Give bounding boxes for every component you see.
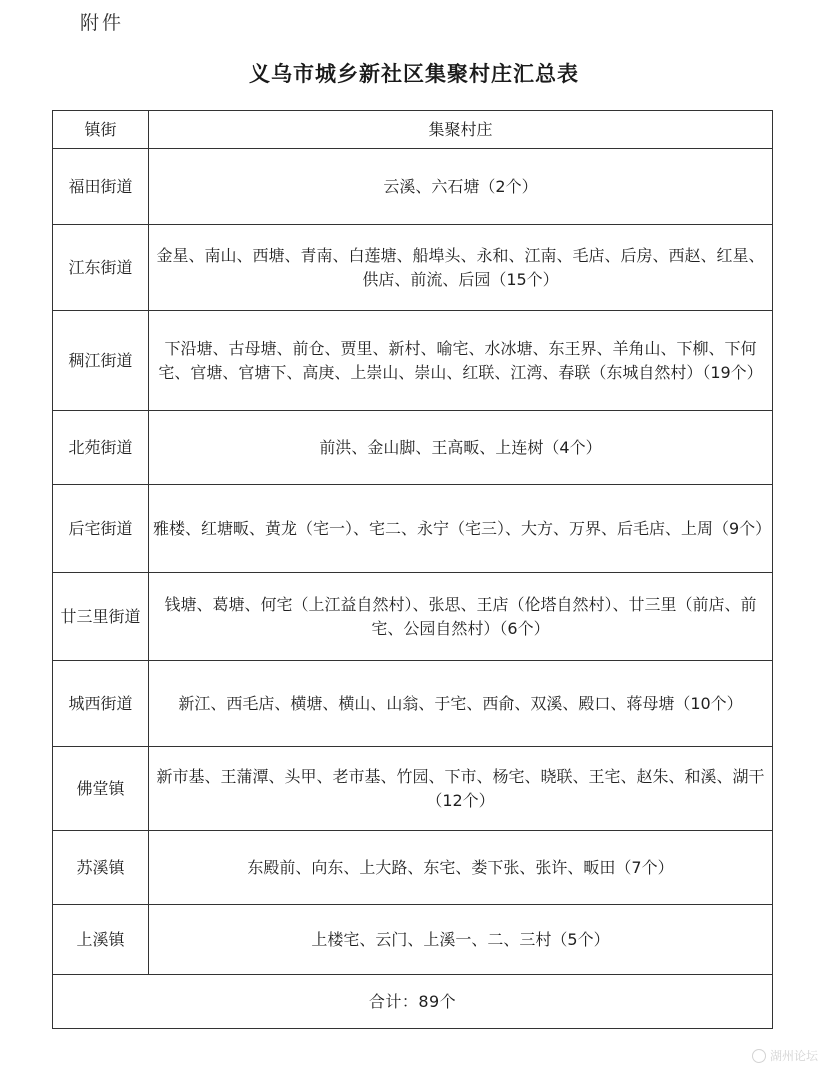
- villages-cell: 金星、南山、西塘、青南、白莲塘、船埠头、永和、江南、毛店、后房、西赵、红星、供店、前流、后园（15个）: [149, 225, 773, 311]
- villages-cell: 雅楼、红塘畈、黄龙（宅一）、宅二、永宁（宅三）、大方、万界、后毛店、上周（9个）: [149, 485, 773, 573]
- table-row: [53, 747, 773, 831]
- town-cell: 上溪镇: [53, 905, 149, 975]
- table-row: [53, 831, 773, 905]
- table-row: [53, 905, 773, 975]
- total-cell: 合计：89个: [53, 975, 773, 1029]
- town-cell: 北苑街道: [53, 411, 149, 485]
- villages-cell: 前洪、金山脚、王高畈、上连树（4个）: [149, 411, 773, 485]
- table-row: [53, 149, 773, 225]
- town-cell: 福田街道: [53, 149, 149, 225]
- attachment-label: 附件: [80, 12, 125, 34]
- villages-cell: 新江、西毛店、横塘、横山、山翁、于宅、西俞、双溪、殿口、蒋母塘（10个）: [149, 661, 773, 747]
- total-row: [53, 975, 773, 1029]
- villages-cell: 云溪、六石塘（2个）: [149, 149, 773, 225]
- forum-logo-icon: [752, 1049, 766, 1063]
- watermark: [752, 1047, 818, 1064]
- town-cell: 廿三里街道: [53, 573, 149, 661]
- town-cell: 城西街道: [53, 661, 149, 747]
- villages-cell: 新市基、王蒲潭、头甲、老市基、竹园、下市、杨宅、晓联、王宅、赵朱、和溪、湖干（12个）: [149, 747, 773, 831]
- villages-cell: 下沿塘、古母塘、前仓、贾里、新村、喻宅、水冰塘、东王界、羊角山、下柳、下何宅、官塘、官塘下、高庚、上崇山、崇山、红联、江湾、春联（东城自然村）（19个）: [149, 311, 773, 411]
- villages-cell: 钱塘、葛塘、何宅（上江益自然村）、张思、王店（伦塔自然村）、廿三里（前店、前宅、公园自然村）（6个）: [149, 573, 773, 661]
- table-row: [53, 411, 773, 485]
- town-cell: 佛堂镇: [53, 747, 149, 831]
- town-cell: 后宅街道: [53, 485, 149, 573]
- header-town: 镇街: [53, 111, 149, 149]
- watermark-text: 湖州论坛: [769, 1049, 818, 1063]
- villages-cell: 上楼宅、云门、上溪一、二、三村（5个）: [149, 905, 773, 975]
- town-cell: 江东街道: [53, 225, 149, 311]
- town-cell: 苏溪镇: [53, 831, 149, 905]
- table-row: [53, 661, 773, 747]
- document-title: 义乌市城乡新社区集聚村庄汇总表: [249, 62, 579, 86]
- villages-cell: 东殿前、向东、上大路、东宅、娄下张、张许、畈田（7个）: [149, 831, 773, 905]
- table-row: [53, 225, 773, 311]
- village-summary-table: [52, 110, 773, 1029]
- town-cell: 稠江街道: [53, 311, 149, 411]
- table-header-row: [53, 111, 773, 149]
- table-row: [53, 573, 773, 661]
- header-villages: 集聚村庄: [149, 111, 773, 149]
- table-row: [53, 311, 773, 411]
- table-row: [53, 485, 773, 573]
